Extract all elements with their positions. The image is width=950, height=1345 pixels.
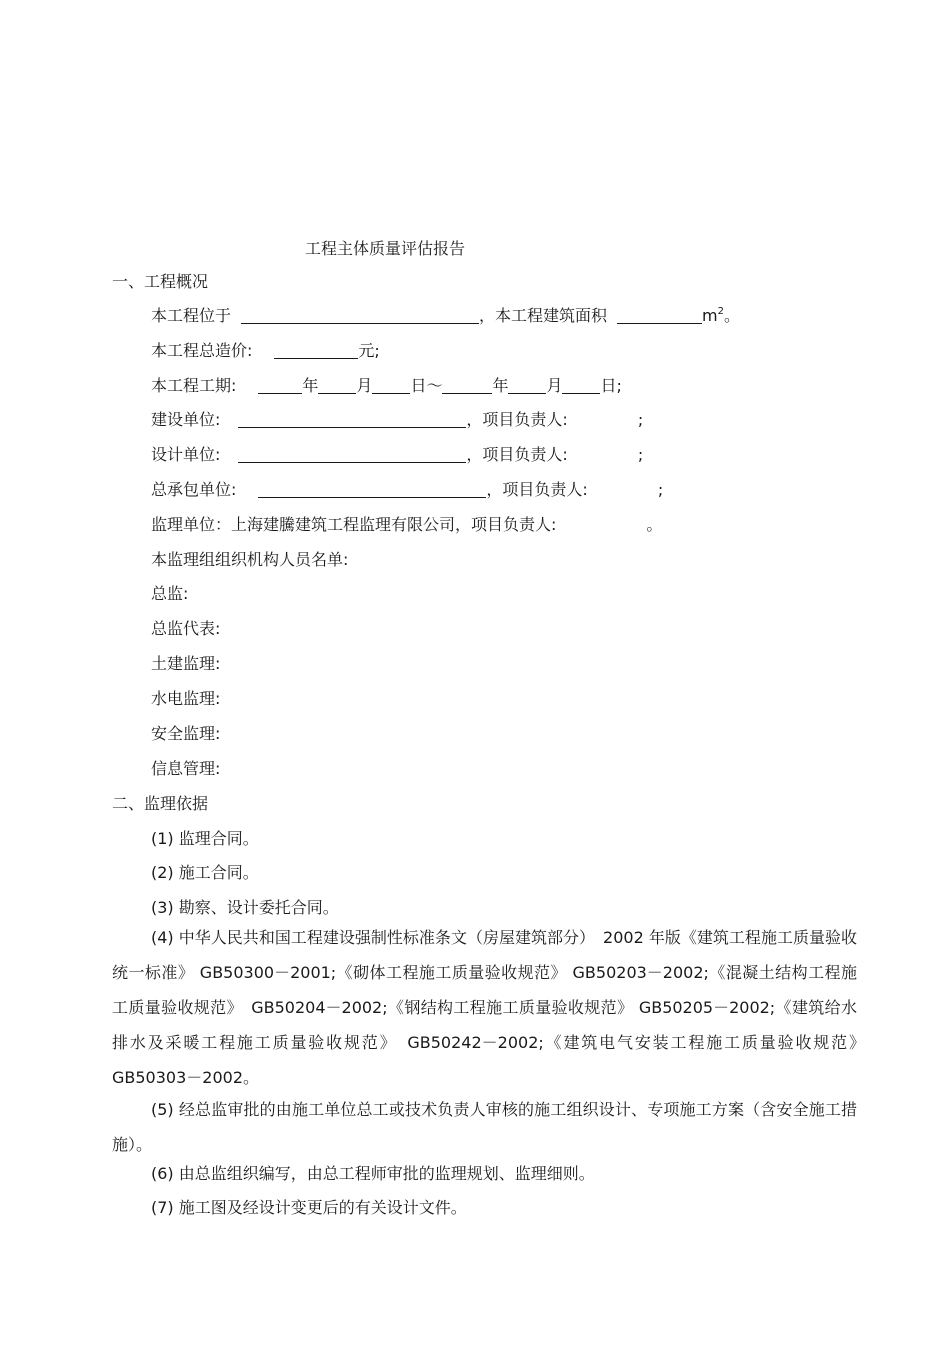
end-year-blank[interactable]: [442, 377, 492, 394]
basis-item-6: (6) 由总监组织编写，由总工程师审批的监理规划、监理细则。: [151, 1164, 595, 1183]
staff-safety: 安全监理:: [151, 724, 221, 743]
section-1-heading: 一、工程概况: [112, 272, 209, 291]
contractor-line: 总承包单位: ，项目负责人: ;: [151, 480, 664, 499]
section-2-heading: 二、监理依据: [112, 794, 209, 813]
staff-list-label: 本监理组组织机构人员名单:: [151, 550, 349, 569]
area-blank[interactable]: [617, 307, 702, 324]
basis-item-1: (1) 监理合同。: [151, 829, 259, 848]
supervisor-line: 监理单位：上海建騰建筑工程监理有限公司，项目负责人: 。: [151, 515, 663, 534]
staff-civil: 土建监理:: [151, 654, 221, 673]
builder-blank[interactable]: [238, 411, 466, 428]
staff-chief: 总监:: [151, 584, 189, 603]
end-month-blank[interactable]: [508, 377, 546, 394]
basis-item-3: (3) 勘察、设计委托合同。: [151, 898, 339, 917]
start-day-blank[interactable]: [372, 377, 410, 394]
staff-mep: 水电监理:: [151, 689, 221, 708]
staff-info: 信息管理:: [151, 759, 221, 778]
cost-line: 本工程总造价: 元;: [151, 341, 380, 360]
period-line: 本工程工期: 年 月 日～ 年 月 日;: [151, 376, 622, 395]
designer-line: 设计单位: ，项目负责人: ;: [151, 445, 644, 464]
designer-blank[interactable]: [238, 446, 466, 463]
basis-item-4: (4) 中华人民共和国工程建设强制性标准条文（房屋建筑部分） 2002 年版《建筑工程施工质量验收统一标准》 GB50300－2001;《砌体工程施工质量验收规范》 GB50203－2002;《混凝土结构工程施工质量验收规范》 GB50204－2002;《钢结构工程施工质量验收规范》 GB50205－2002;《建筑给水排水及采暖工程施工质量验收规范》 GB50242－2002;《建筑电气安装工程施工质量验收规范》 GB50303－2002。: [112, 928, 874, 1087]
basis-item-2: (2) 施工合同。: [151, 863, 259, 882]
contractor-blank[interactable]: [258, 481, 486, 498]
start-year-blank[interactable]: [258, 377, 302, 394]
cost-blank[interactable]: [274, 342, 358, 359]
document-title: 工程主体质量评估报告: [305, 239, 466, 258]
location-blank[interactable]: [241, 307, 479, 324]
end-day-blank[interactable]: [562, 377, 600, 394]
basis-item-5: (5) 经总监审批的由施工单位总工或技术负责人审核的施工组织设计、专项施工方案（含安全施工措施）。: [112, 1100, 857, 1154]
staff-chief-rep: 总监代表:: [151, 619, 221, 638]
start-month-blank[interactable]: [318, 377, 356, 394]
location-area-line: 本工程位于 ，本工程建筑面积 $m^2$。: [151, 306, 741, 325]
builder-line: 建设单位: ，项目负责人: ;: [151, 410, 644, 429]
basis-item-7: (7) 施工图及经设计变更后的有关设计文件。: [151, 1198, 467, 1217]
